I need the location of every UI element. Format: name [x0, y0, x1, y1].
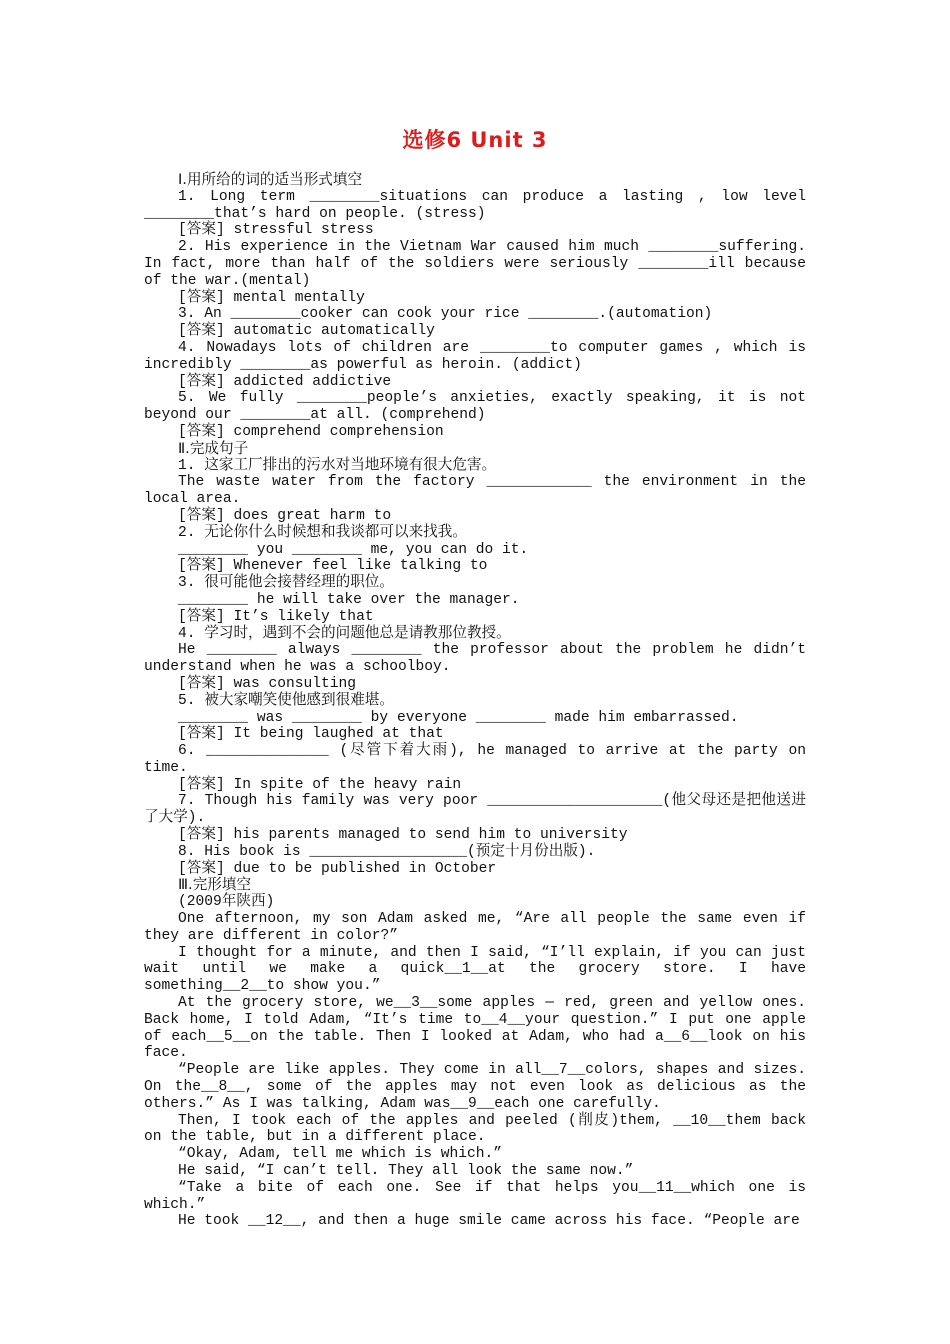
document-body [144, 172, 806, 1230]
answer-line: [答案] addicted addictive [178, 373, 392, 390]
text-line: 3. 很可能他会接替经理的职位。 [178, 575, 394, 592]
text-line: One afternoon, my son Adam asked me, “Are all people the same even if they are different in color?” [144, 911, 806, 944]
section-heading: Ⅱ.完成句子 [178, 439, 249, 457]
text-line: He said, “I can’t tell. They all look the same now.” [178, 1163, 634, 1180]
text-line: 1. Long term ________situations can produce a lasting , low level ________that’s hard on people. (stress) [144, 188, 806, 222]
answer-line: [答案] does great harm to [178, 507, 392, 524]
answer-line: [答案] due to be published in October [178, 860, 497, 877]
answer-line: [答案] It’s likely that [178, 608, 374, 625]
answer-line: [答案] was consulting [178, 675, 357, 692]
text-line: He ________ always ________ the professor about the problem he didn’t understand when he was a schoolboy. [144, 642, 806, 676]
text-line: 4. Nowadays lots of children are ________to computer games , which is incredibly ________as powerful as heroin. (addict) [144, 339, 806, 373]
answer-line: [答案] automatic automatically [178, 323, 435, 340]
text-line: 4. 学习时，遇到不会的问题他总是请教那位教授。 [178, 625, 511, 642]
text-line: 2. 无论你什么时候想和我谈都可以来找我。 [178, 524, 467, 541]
text-line: The waste water from the factory ____________ the environment in the local area. [144, 474, 806, 508]
text-line: ________ you ________ me, you can do it. [178, 541, 529, 558]
answer-line: [答案] mental mentally [178, 289, 365, 306]
text-line: 2. His experience in the Vietnam War caused him much ________suffering. In fact, more than half of the soldiers were seriously ________ill because of the war.(mental) [144, 239, 806, 289]
text-line: 5. 被大家嘲笑使他感到很难堪。 [178, 692, 394, 709]
text-line: 8. His book is __________________(预定十月份出版). [178, 843, 596, 860]
section-heading: Ⅰ.用所给的词的适当形式填空 [178, 171, 363, 188]
text-line: He took __12__, and then a huge smile came across his face. “People are [178, 1213, 800, 1230]
answer-line: [答案] comprehend comprehension [178, 423, 444, 440]
text-line: “Take a bite of each one. See if that helps you__11__which one is which.” [144, 1179, 806, 1213]
text-line: 5. We fully ________people’s anxieties, exactly speaking, it is not beyond our ________at all. (comprehend) [144, 390, 806, 424]
section-heading: Ⅲ.完形填空 [178, 876, 252, 894]
text-line: At the grocery store, we__3__some apples — red, green and yellow ones. Back home, I told Adam, “It’s time to__4__your question.” I put one apple of each__5__on the table. Then I looked at Adam, who had a__6__look on his face. [144, 995, 806, 1062]
text-line: ________ was ________ by everyone ________ made him embarrassed. [178, 709, 739, 726]
text-line: I thought for a minute, and then I said, “I’ll explain, if you can just wait until we make a quick__1__at the grocery store. I have something__2__to show you.” [144, 944, 806, 995]
text-line: “Okay, Adam, tell me which is which.” [178, 1146, 503, 1163]
answer-line: [答案] stressful stress [178, 222, 374, 239]
answer-line: [答案] In spite of the heavy rain [178, 776, 462, 793]
text-line: 1. 这家工厂排出的污水对当地环境有很大危害。 [178, 457, 497, 474]
text-line: (2009年陕西) [178, 894, 275, 911]
text-line: 6. ______________ (尽管下着大雨), he managed to arrive at the party on time. [144, 743, 806, 776]
text-line: 7. Though his family was very poor ____________________(他父母还是把他送进了大学). [144, 793, 806, 827]
answer-line: [答案] It being laughed at that [178, 726, 444, 743]
answer-line: [答案] Whenever feel like talking to [178, 558, 488, 575]
text-line: Then, I took each of the apples and peeled (削皮)them, __10__them back on the table, but in a different place. [144, 1112, 806, 1146]
answer-line: [答案] his parents managed to send him to university [178, 827, 628, 844]
document-title: 选修6 Unit 3 [402, 128, 548, 152]
text-line: “People are like apples. They come in all__7__colors, shapes and sizes. On the__8__, some of the apples may not even look as delicious as the others.” As I was talking, Adam was__9__each one carefully. [144, 1062, 806, 1112]
text-line: 3. An ________cooker can cook your rice ________.(automation) [178, 306, 713, 323]
text-line: ________ he will take over the manager. [178, 591, 520, 608]
